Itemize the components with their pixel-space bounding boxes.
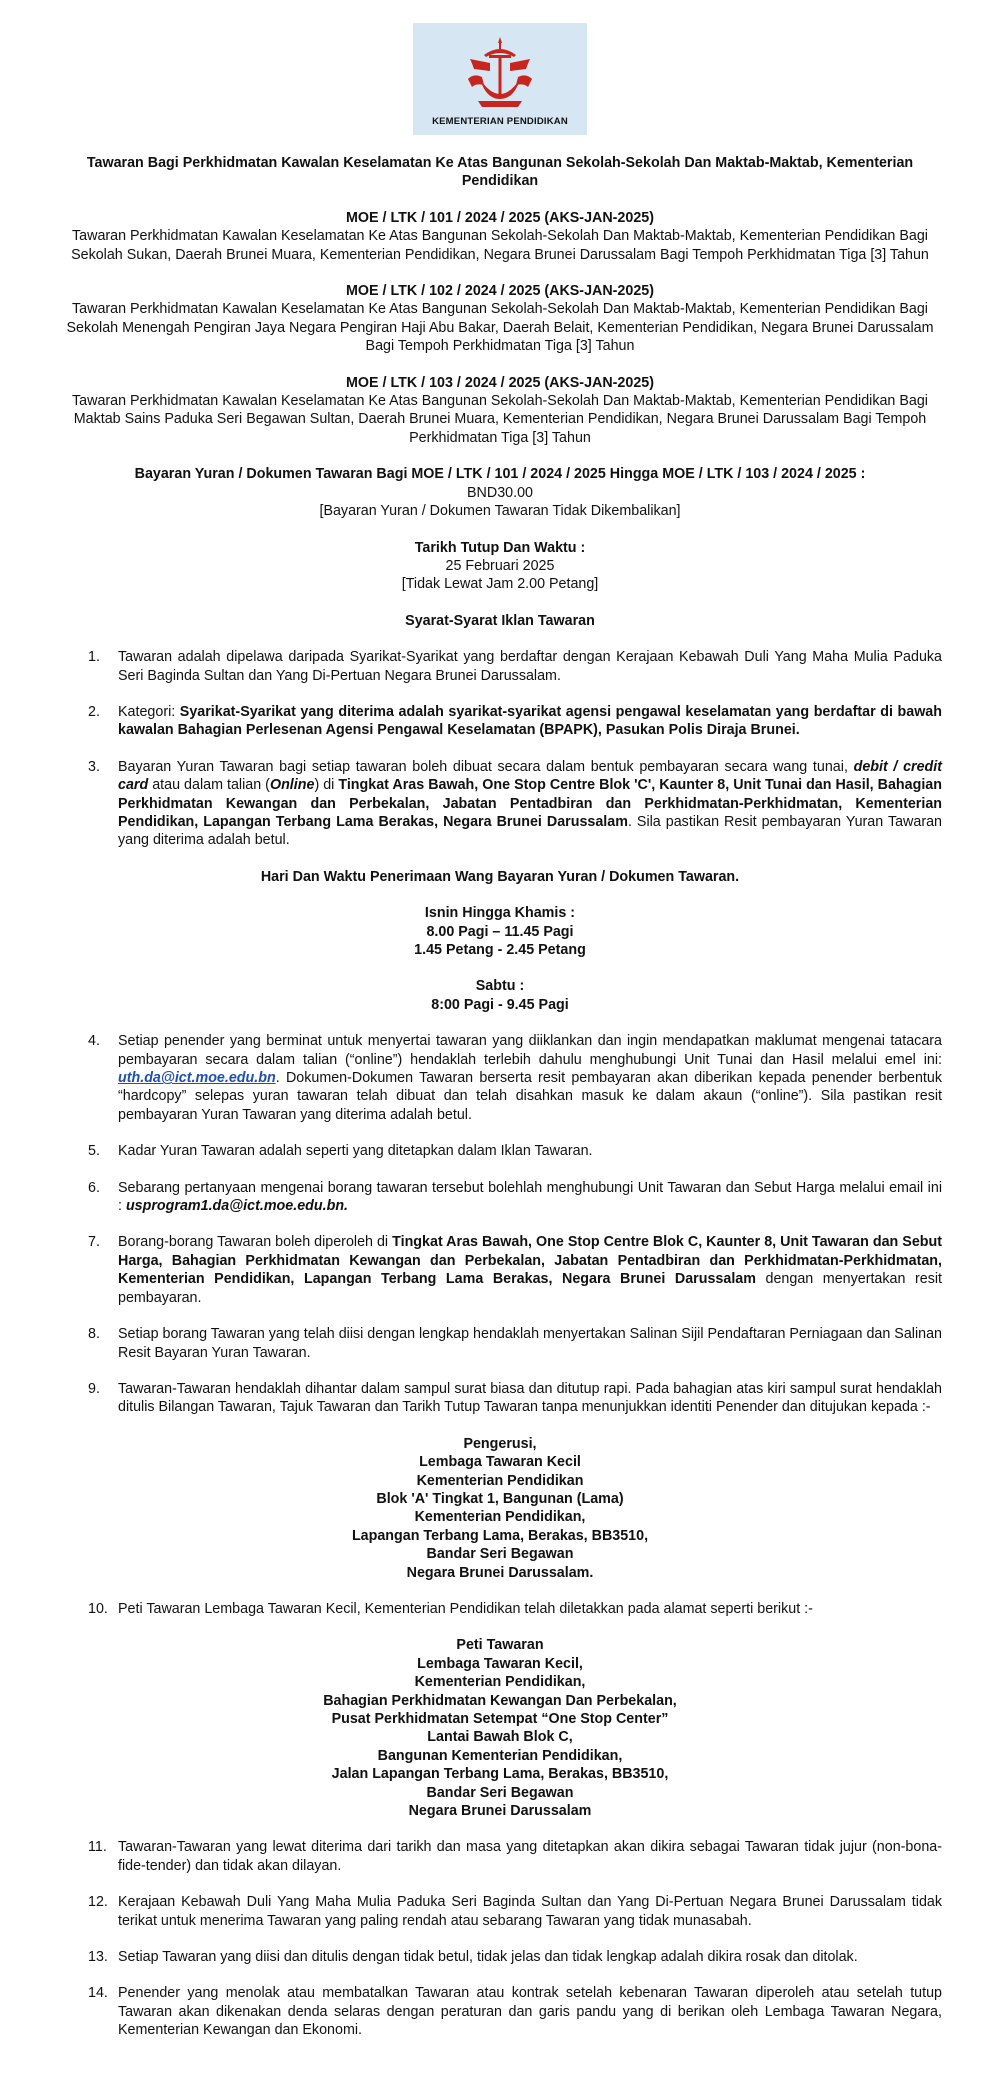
list-item [58, 1984, 942, 2039]
address-line: Lapangan Terbang Lama, Berakas, BB3510, [351, 1527, 649, 1544]
list-item [58, 1179, 942, 1216]
list-item [58, 758, 942, 850]
list-item [58, 1142, 942, 1160]
closing-date: 25 Februari 2025 [445, 557, 555, 574]
schedule-saturday-slot: 8:00 Pagi - 9.45 Pagi [431, 996, 569, 1013]
address-line: Lembaga Tawaran Kecil, [417, 1655, 583, 1672]
chairman-address [58, 1435, 942, 1582]
schedule-weekday-slot: 8.00 Pagi – 11.45 Pagi [426, 923, 574, 940]
address-line: Lembaga Tawaran Kecil [419, 1454, 581, 1471]
conditions-heading: Syarat-Syarat Iklan Tawaran [405, 612, 595, 629]
item-text: Kerajaan Kebawah Duli Yang Maha Mulia Paduka Seri Baginda Sultan dan Yang Di-Pertuan Negara Brunei Darussalam tidak terikat untuk menerima Tawaran yang paling rendah atau sebarang Tawaran yang tidak munasabah. [118, 1894, 942, 1929]
closing-note: [Tidak Lewat Jam 2.00 Petang] [401, 576, 599, 593]
item-text [118, 703, 942, 740]
address-line: Bangunan Kementerian Pendidikan, [377, 1747, 623, 1764]
address-line: Bandar Seri Begawan [426, 1546, 574, 1563]
list-item [58, 648, 942, 685]
fee-note: [Bayaran Yuran / Dokumen Tawaran Tidak Dikembalikan] [319, 503, 681, 520]
item-text: Penender yang menolak atau membatalkan Tawaran atau kontrak setelah kebenaran Tawaran diperoleh atau setelah tutup Tawaran akan dikenakan denda selaras dengan peraturan dan garis pandu yang di berikan oleh Lembaga Tawaran Negara, Kementerian Kewangan dan Ekonomi. [118, 1985, 942, 2039]
item-number: 11. [88, 1839, 107, 1856]
item-text: Setiap Tawaran yang diisi dan ditulis dengan tidak betul, tidak jelas dan tidak lengkap adalah dikira rosak dan ditolak. [118, 1949, 858, 1966]
item-number: 5. [88, 1143, 100, 1160]
tender-ref: MOE / LTK / 102 / 2024 / 2025 (AKS-JAN-2025) [345, 283, 655, 300]
address-line: Kementerian Pendidikan, [414, 1674, 586, 1691]
tender-ref: MOE / LTK / 103 / 2024 / 2025 (AKS-JAN-2025) [345, 374, 655, 391]
item-text-part: Sebarang pertanyaan mengenai borang tawaran tersebut bolehlah menghubungi Unit Tawaran dan Sebut Harga melalui email ini : [118, 1179, 942, 1215]
schedule-weekday-slot: 1.45 Petang - 2.45 Petang [414, 942, 586, 958]
item-text-part: . Sila pastikan Resit pembayaran Yuran Tawaran yang diterima adalah betul. [118, 813, 942, 849]
tender-box-address [58, 1636, 942, 1820]
item-text: Kadar Yuran Tawaran adalah seperti yang ditetapkan dalam Iklan Tawaran. [118, 1143, 593, 1160]
list-item [58, 1380, 942, 1417]
item-number: 10. [88, 1600, 108, 1617]
address-line: Jalan Lapangan Terbang Lama, Berakas, BB3510, [331, 1766, 669, 1783]
item-number: 13. [88, 1949, 108, 1966]
item-text-part: Borang-borang Tawaran boleh diperoleh di [118, 1234, 393, 1251]
item-text-part: atau dalam talian ( [148, 777, 270, 794]
item-text-part: Bayaran Yuran Tawaran bagi setiap tawaran boleh dibuat secara dalam bentuk pembayaran secara wang tunai, [118, 758, 854, 775]
address-line: Pusat Perkhidmatan Setempat “One Stop Center” [331, 1711, 669, 1727]
item-text [118, 1179, 942, 1216]
item-text-part: dengan menyertakan resit pembayaran. [118, 1271, 942, 1306]
list-item [58, 1948, 942, 1966]
address-line: Bahagian Perkhidmatan Kewangan Dan Perbekalan, [323, 1692, 677, 1709]
item-text-bold-italic: Online [269, 777, 315, 794]
tender-entry [58, 209, 942, 264]
address-line: Bandar Seri Begawan [426, 1784, 574, 1801]
list-item [58, 1893, 942, 1930]
list-item [58, 703, 942, 740]
item-text-bold-italic: debit / credit card [118, 758, 943, 794]
schedule-weekday-label: Isnin Hingga Khamis : [424, 905, 576, 922]
list-item [58, 1838, 942, 1875]
item-text: Tawaran adalah dipelawa daripada Syarikat-Syarikat yang berdaftar dengan Kerajaan Kebawah Duli Yang Maha Mulia Paduka Seri Baginda Sultan dan Yang Di-Pertuan Negara Brunei Darussalam. [118, 649, 942, 684]
item-number: 2. [88, 703, 100, 720]
list-item [58, 1032, 942, 1124]
item-text-part: Setiap penender yang berminat untuk menyertai tawaran yang diiklankan dan ingin mendapatkan maklumat mengenai tatacara pembayaran secara dalam talian (“online”) hendaklah terlebih dahulu menghubungi Unit Tunai dan Hasil melalui emel ini: [118, 1033, 942, 1068]
item-text: Tawaran-Tawaran hendaklah dihantar dalam sampul surat biasa dan ditutup rapi. Pada bahagian atas kiri sampul surat hendaklah ditulis Bilangan Tawaran, Tajuk Tawaran dan Tarikh Tutup Tawaran tanpa menunjukkan identiti Penender dan ditujukan kepada :- [118, 1380, 942, 1416]
document-title: Tawaran Bagi Perkhidmatan Kawalan Keselamatan Ke Atas Bangunan Sekolah-Sekolah Dan Maktab-Maktab, Kementerian Pendidikan [86, 155, 914, 190]
item-text-part: ) di [314, 777, 339, 794]
address-line: Pengerusi, [463, 1435, 537, 1452]
item-number: 6. [88, 1179, 100, 1196]
logo-caption: KEMENTERIAN PENDIDIKAN [432, 116, 568, 127]
item-text: Peti Tawaran Lembaga Tawaran Kecil, Kementerian Pendidikan telah diletakkan pada alamat seperti berikut :- [118, 1600, 813, 1617]
item-text [118, 1032, 942, 1124]
email-text: usprogram1.da@ict.moe.edu.bn. [125, 1198, 349, 1215]
document-content [58, 154, 942, 2040]
item-number: 14. [88, 1985, 108, 2002]
schedule-saturday-label: Sabtu : [475, 978, 525, 995]
address-line: Kementerian Pendidikan, [414, 1509, 586, 1526]
tender-entry [58, 282, 942, 356]
tender-desc: Tawaran Perkhidmatan Kawalan Keselamatan Ke Atas Bangunan Sekolah-Sekolah Dan Maktab-Maktab, Kementerian Pendidikan Bagi Sekolah Menengah Pengiran Jaya Negara Pengiran Haji Abu Bakar, Daerah Belait, Kementerian Pendidikan, Negara Brunei Darussalam Bagi Tempoh Perkhidmatan Tiga [3] Tahun [66, 301, 934, 355]
address-line: Kementerian Pendidikan [416, 1472, 584, 1489]
item-text: Setiap borang Tawaran yang telah diisi dengan lengkap hendaklah menyertakan Salinan Sijil Pendaftaran Perniagaan dan Salinan Resit Bayaran Yuran Tawaran. [118, 1326, 942, 1361]
list-item [58, 1325, 942, 1362]
address-line: Lantai Bawah Blok C, [427, 1729, 573, 1746]
item-number: 8. [88, 1326, 100, 1343]
item-number: 7. [88, 1234, 100, 1251]
fee-heading: Bayaran Yuran / Dokumen Tawaran Bagi MOE / LTK / 101 / 2024 / 2025 Hingga MOE / LTK / 103 / 2024 / 2025 : [134, 466, 866, 483]
item-text-part: Kategori: [118, 703, 180, 720]
email-link[interactable]: uth.da@ict.moe.edu.bn [118, 1070, 276, 1087]
item-number: 4. [88, 1033, 100, 1050]
item-text-bold: Tingkat Aras Bawah, One Stop Centre Blok C, Kaunter 8, Unit Tawaran dan Sebut Harga, Bahagian Perkhidmatan Kewangan dan Perbekalan, Jabatan Pentadbiran dan Perkhidmatan-Perkhidmatan, Kementerian Pendidikan, Lapangan Terbang Lama Berakas, Negara Brunei Darussalam [118, 1234, 943, 1288]
item-number: 12. [88, 1894, 108, 1911]
item-text-bold: Syarikat-Syarikat yang diterima adalah syarikat-syarikat agensi pengawal keselamatan yang berdaftar di bawah kawalan Bahagian Perlesenan Agensi Pengawal Keselamatan (BPAPK), Pasukan Polis Diraja Brunei. [118, 703, 942, 739]
item-text [118, 1233, 942, 1307]
address-line: Blok 'A' Tingkat 1, Bangunan (Lama) [376, 1490, 624, 1507]
schedule-heading: Hari Dan Waktu Penerimaan Wang Bayaran Yuran / Dokumen Tawaran. [260, 868, 740, 885]
tender-desc: Tawaran Perkhidmatan Kawalan Keselamatan Ke Atas Bangunan Sekolah-Sekolah Dan Maktab-Maktab, Kementerian Pendidikan Bagi Sekolah Sukan, Daerah Brunei Muara, Kementerian Pendidikan, Negara Brunei Darussalam Bagi Tempoh Perkhidmatan Tiga [3] Tahun [71, 228, 929, 263]
list-item [58, 1600, 942, 1618]
list-item [58, 1233, 942, 1307]
address-line: Negara Brunei Darussalam. [406, 1564, 594, 1581]
tender-entry [58, 374, 942, 448]
item-text [118, 758, 942, 850]
address-line: Peti Tawaran [456, 1637, 544, 1654]
address-line: Negara Brunei Darussalam [408, 1803, 592, 1820]
item-number: 1. [88, 649, 100, 666]
brunei-crest-icon [460, 33, 540, 113]
tender-desc: Tawaran Perkhidmatan Kawalan Keselamatan Ke Atas Bangunan Sekolah-Sekolah Dan Maktab-Maktab, Kementerian Pendidikan Bagi Maktab Sains Paduka Seri Begawan Sultan, Daerah Brunei Muara, Kementerian Pendidikan, Negara Brunei Darussalam Bagi Tempoh Perkhidmatan Tiga [3] Tahun [72, 393, 928, 446]
closing-heading: Tarikh Tutup Dan Waktu : [414, 539, 586, 556]
ministry-logo [413, 23, 587, 135]
item-text-bold: Tingkat Aras Bawah, One Stop Centre Blok 'C', Kaunter 8, Unit Tunai dan Hasil, Bahagian Perkhidmatan Kewangan dan Perbekalan, Jabatan Pentadbiran dan Perkhidmatan-Perkhidmatan, Kementerian Pendidikan, Lapangan Terbang Lama Berakas, Negara Brunei Darussalam [118, 777, 942, 830]
tender-ref: MOE / LTK / 101 / 2024 / 2025 (AKS-JAN-2025) [345, 209, 655, 226]
fee-amount: BND30.00 [467, 484, 533, 501]
item-text-part: . Dokumen-Dokumen Tawaran berserta resit pembayaran akan diberikan kepada penender berbentuk “hardcopy” selepas yuran tawaran telah dibuat dan telah disahkan masuk ke dalam akaun (“online”). Sila pastikan resit pembayaran Yuran Tawaran yang diterima adalah betul. [118, 1070, 942, 1123]
item-text: Tawaran-Tawaran yang lewat diterima dari tarikh dan masa yang ditetapkan akan dikira sebagai Tawaran tidak jujur (non-bona-fide-tender) dan tidak akan dilayan. [118, 1839, 942, 1874]
item-number: 3. [88, 758, 100, 775]
item-number: 9. [88, 1380, 100, 1397]
